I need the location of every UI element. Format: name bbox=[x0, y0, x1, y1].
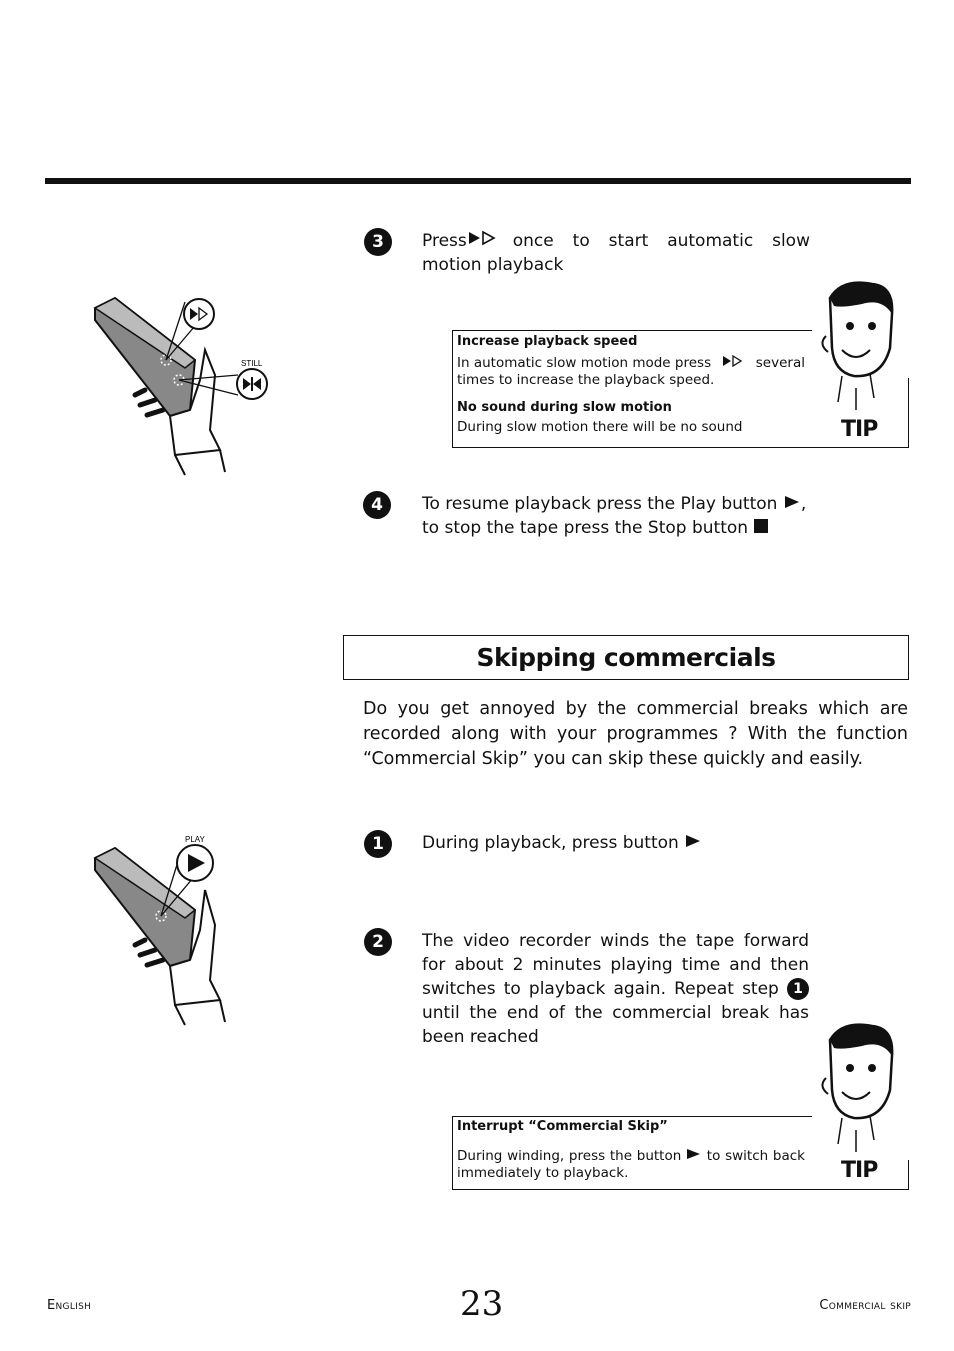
tip-box-commercial-skip: Interrupt “Commercial Skip” During winding, press the button to switch back immediately to playback. bbox=[452, 1116, 909, 1190]
section-title: Skipping commercials bbox=[476, 643, 776, 672]
step-ref-badge: 1 bbox=[787, 978, 809, 1000]
intro-paragraph: Do you get annoyed by the commercial breaks which are recorded along with your programmes ? With the function “Commercial Skip” you can skip these quickly and easily. bbox=[363, 699, 908, 769]
step-3-badge: 3 bbox=[364, 228, 392, 256]
tip-label: TIP bbox=[841, 1158, 878, 1183]
section-header-box bbox=[343, 635, 909, 680]
stop-icon bbox=[753, 518, 769, 538]
remote-illustration-play bbox=[75, 830, 315, 1030]
step-2-badge: 2 bbox=[364, 928, 392, 956]
step-2-text: The video recorder winds the tape forward for about 2 minutes playing time and then switches to playback again. Repeat step 1 until the end of the commercial break has been reached bbox=[422, 931, 809, 1047]
step-1-text: During playback, press button bbox=[422, 831, 782, 855]
step-3-text: Press once to start automatic slow motion playback bbox=[422, 231, 810, 275]
slow-forward-icon bbox=[467, 229, 499, 253]
tip-box-slowmotion: Increase playback speed In automatic slow motion mode press several times to increase the playback speed. No sound during slow motion During slow motion there will be no sound bbox=[452, 330, 909, 448]
footer-section: Commercial skip bbox=[819, 1298, 911, 1313]
cartoon-face-icon bbox=[812, 278, 912, 418]
page-number: 23 bbox=[460, 1284, 504, 1324]
header-rule bbox=[45, 178, 911, 184]
step-1-badge: 1 bbox=[364, 830, 392, 858]
step-4-badge: 4 bbox=[363, 491, 391, 519]
cartoon-face-icon bbox=[812, 1020, 912, 1160]
tip-label: TIP bbox=[841, 417, 878, 442]
play-icon bbox=[684, 833, 702, 853]
play-icon bbox=[783, 494, 801, 514]
remote-illustration-slowmotion bbox=[75, 280, 315, 480]
play-label: PLAY bbox=[185, 835, 205, 844]
still-label: STILL bbox=[241, 359, 263, 368]
step-4-text: To resume playback press the Play button , to stop the tape press the Stop button bbox=[422, 494, 807, 538]
play-icon bbox=[686, 1148, 702, 1164]
slow-forward-icon bbox=[722, 355, 744, 372]
footer-language: English bbox=[47, 1298, 92, 1313]
